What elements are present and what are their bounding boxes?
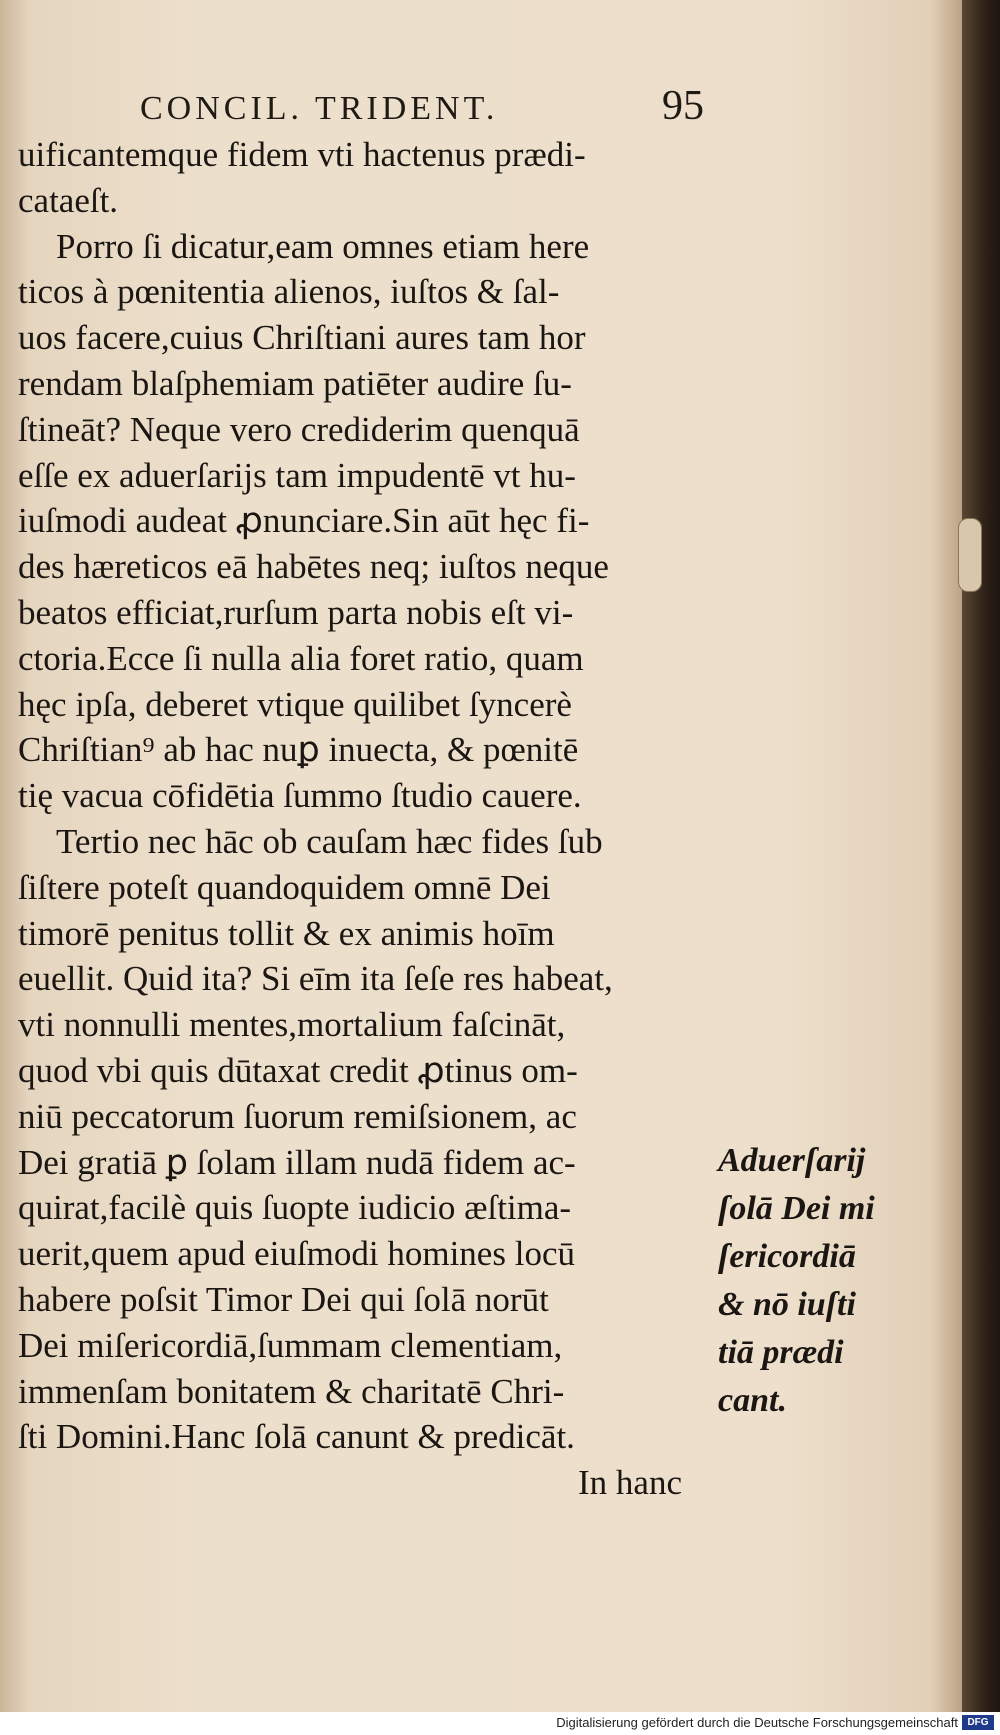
text-line: eſſe ex aduerſarijs tam impudentē vt hu- xyxy=(18,455,576,495)
text-line: uerit,quem apud eiuſmodi homines locū xyxy=(18,1234,575,1274)
text-line: Porro ſi dicatur,eam omnes etiam here xyxy=(56,226,590,266)
margin-note-line: cant. xyxy=(718,1382,787,1419)
text-line: niū peccatorum ſuorum remiſsionem, ac xyxy=(18,1096,577,1136)
text-line: quod vbi quis dūtaxat credit ꝓtinus om- xyxy=(18,1050,578,1090)
text-line: rendam blaſphemiam patiēter audire ſu- xyxy=(18,363,572,403)
book-edge xyxy=(962,0,1000,1712)
margin-note-line: tiā prædi xyxy=(718,1334,844,1371)
text-line: Dei gratiā ꝑ ſolam illam nudā fidem ac- xyxy=(18,1142,576,1182)
text-line: ſiſtere poteſt quandoquidem omnē Dei xyxy=(18,867,551,907)
text-line: ticos à pœnitentia alienos, iuſtos & ſal- xyxy=(18,272,560,312)
clasp-tab xyxy=(958,518,982,592)
margin-note-line: & nō iuſti xyxy=(718,1286,856,1323)
text-line: euellit. Quid ita? Si eīm ita ſeſe res habeat, xyxy=(18,959,613,999)
dfg-logo: DFG xyxy=(962,1715,994,1730)
text-line: uos facere,cuius Chriſtiani aures tam hor xyxy=(18,318,586,358)
margin-note xyxy=(718,1137,888,1425)
text-line: vti nonnulli mentes,mortalium faſcināt, xyxy=(18,1005,566,1045)
page-number: 95 xyxy=(662,83,704,129)
running-head-title: CONCIL. TRIDENT. xyxy=(140,90,499,127)
text-line: hęc ipſa, deberet vtique quilibet ſyncerè xyxy=(18,684,572,724)
text-line: des hæreticos eā habētes neq; iuſtos neque xyxy=(18,547,609,587)
footer-credit: Digitalisierung gefördert durch die Deutsche Forschungsgemeinschaft xyxy=(556,1715,958,1730)
margin-note-line: ſericordiā xyxy=(718,1238,856,1275)
text-line: Tertio nec hāc ob cauſam hæc fides ſub xyxy=(56,821,603,861)
text-line: timorē penitus tollit & ex animis hoīm xyxy=(18,913,555,953)
running-head xyxy=(140,82,720,132)
footer-bar xyxy=(0,1712,1000,1735)
text-line: tię vacua cōfidētia ſummo ſtudio cauere. xyxy=(18,776,582,816)
margin-note-line: ſolā Dei mi xyxy=(718,1190,875,1227)
text-line: ctoria.Ecce ſi nulla alia foret ratio, quam xyxy=(18,638,584,678)
text-line: cataeſt. xyxy=(18,180,119,220)
text-line: ſtineāt? Neque vero crediderim quenquā xyxy=(18,409,580,449)
catchword: In hanc xyxy=(578,1463,682,1503)
text-line: Dei miſericordiā,ſummam clementiam, xyxy=(18,1325,563,1365)
text-line: quirat,facilè quis ſuopte iudicio æſtima- xyxy=(18,1188,572,1228)
text-line: iuſmodi audeat ꝓnunciare.Sin aūt hęc fi- xyxy=(18,501,590,541)
margin-note-line: Aduerſarij xyxy=(718,1142,866,1179)
text-line: Chriſtian⁹ ab hac nuꝑ inuecta, & pœnitē xyxy=(18,730,579,770)
text-line: immenſam bonitatem & charitatē Chri- xyxy=(18,1371,565,1411)
text-line: habere poſsit Timor Dei qui ſolā norūt xyxy=(18,1279,549,1319)
body-text xyxy=(18,132,738,1506)
text-line: uificantemque fidem vti hactenus prædi- xyxy=(18,135,586,174)
text-line: beatos efficiat,rurſum parta nobis eſt vi- xyxy=(18,592,574,632)
text-line: ſti Domini.Hanc ſolā canunt & predicāt. xyxy=(18,1417,575,1457)
